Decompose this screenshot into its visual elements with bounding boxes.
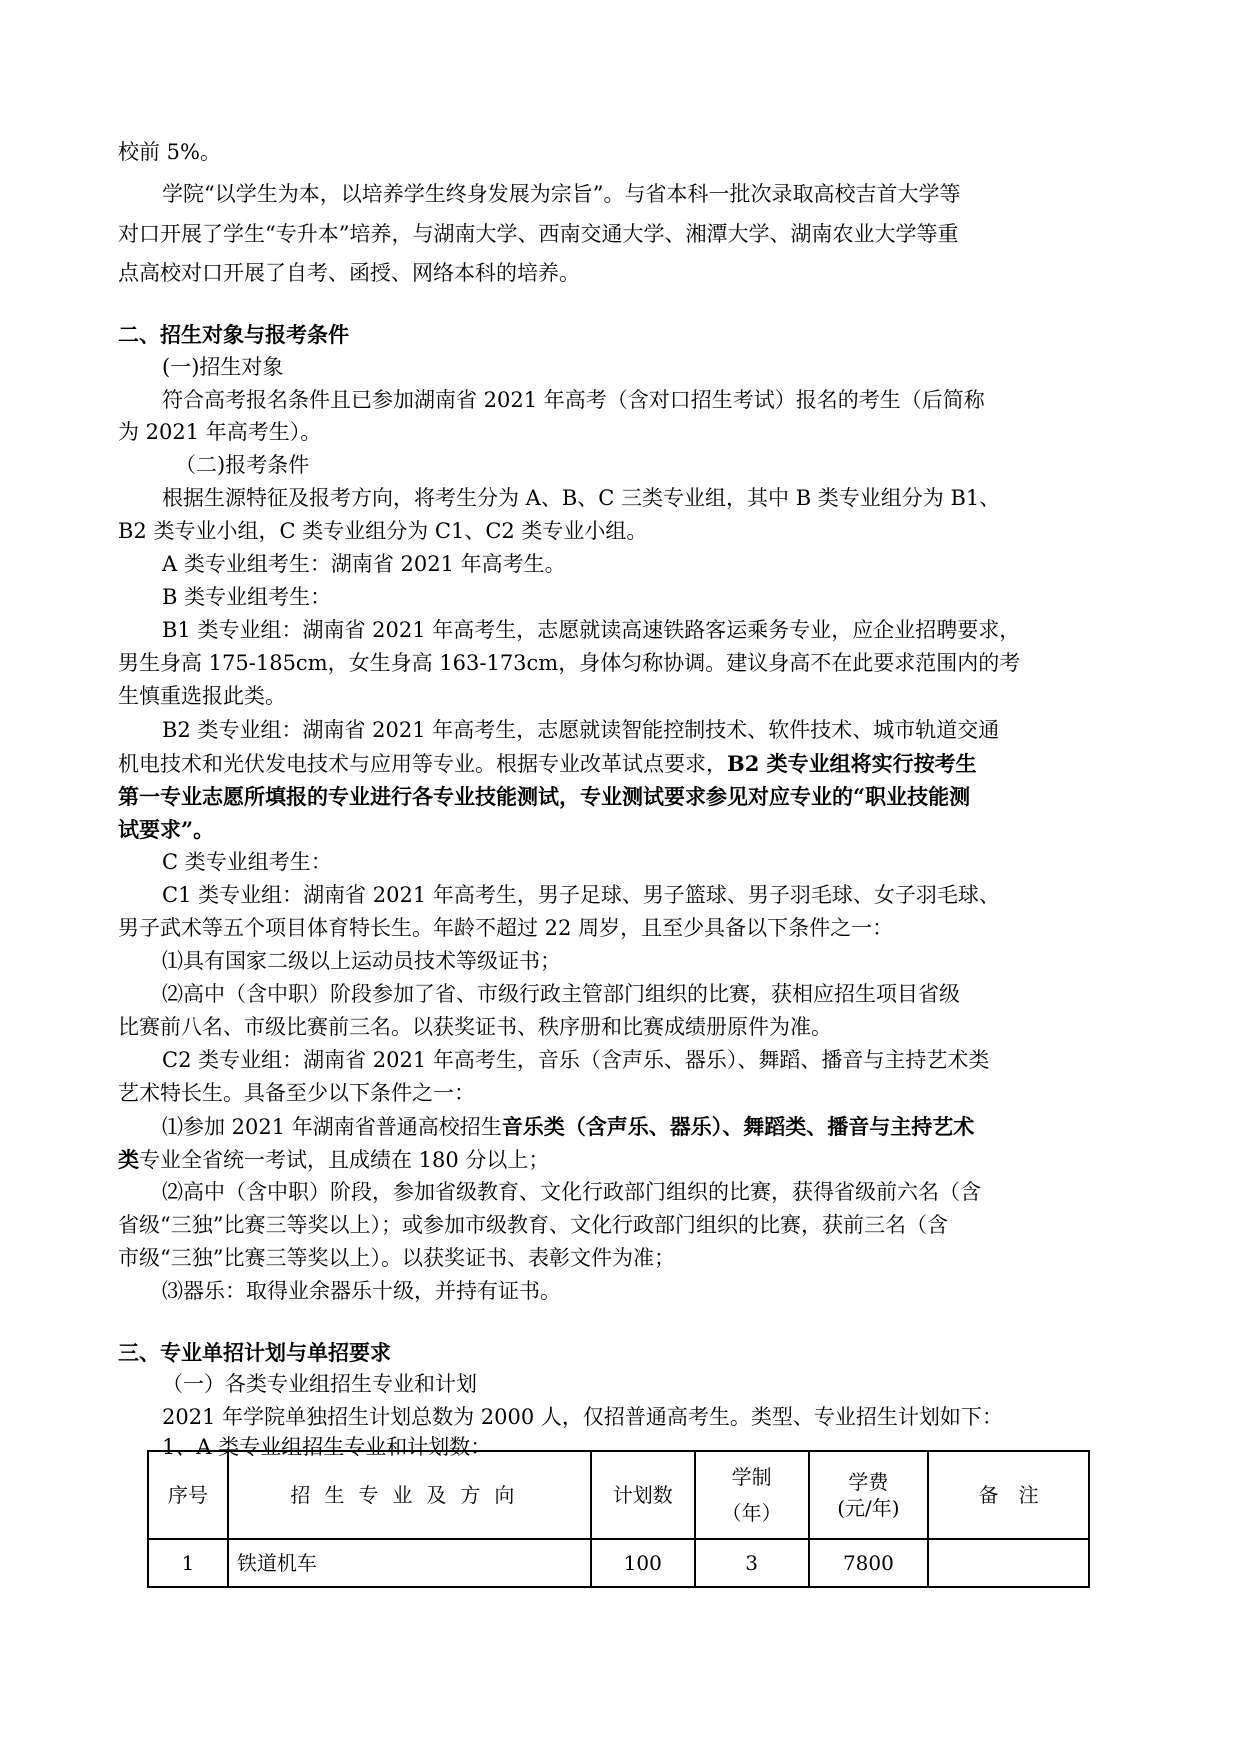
paragraph-text: 机电技术和光伏发电技术与应用等专业。根据专业改革试点要求，	[118, 752, 727, 776]
paragraph-text: ⑴参加 2021 年湖南省普通高校招生	[162, 1115, 502, 1139]
paragraph-line: 学院“以学生为本，以培养学生终身发展为宗旨”。与省本科一批次录取高校吉首大学等	[162, 182, 961, 206]
paragraph-line: 比赛前八名、市级比赛前三名。以获奖证书、秩序册和比赛成绩册原件为准。	[118, 1015, 832, 1039]
paragraph-line: 校前 5%。	[118, 140, 221, 164]
paragraph-line: A 类专业组考生：湖南省 2021 年高考生。	[162, 552, 566, 576]
header-fee	[809, 1451, 929, 1539]
header-no: 序号	[148, 1451, 228, 1539]
bold-paragraph-line: 试要求”。	[118, 817, 215, 842]
subsection-heading: （二)报考条件	[175, 453, 310, 477]
bold-text: B2 类专业组将实行按考生	[727, 751, 977, 776]
table-row	[148, 1539, 1089, 1587]
paragraph-line	[162, 1112, 974, 1142]
header-plan: 计划数	[591, 1451, 695, 1539]
cell-fee: 7800	[809, 1539, 929, 1587]
paragraph-line: 男子武术等五个项目体育特长生。年龄不超过 22 周岁，且至少具备以下条件之一：	[118, 916, 894, 940]
subsection-heading: （一）各类专业组招生专业和计划	[162, 1372, 477, 1396]
paragraph-line: B 类专业组考生：	[162, 585, 332, 609]
paragraph-line: ⑴具有国家二级以上运动员技术等级证书；	[162, 949, 561, 973]
paragraph-line: 对口开展了学生“专升本”培养，与湖南大学、西南交通大学、湘潭大学、湖南农业大学等重	[118, 222, 959, 246]
header-note: 备 注	[928, 1451, 1089, 1539]
paragraph-line: C 类专业组考生：	[162, 850, 332, 874]
header-years	[695, 1451, 809, 1539]
paragraph-line: 艺术特长生。具备至少以下条件之一：	[118, 1081, 475, 1105]
paragraph-line: 为 2021 年高考生）。	[118, 420, 322, 444]
paragraph-line: B2 类专业组：湖南省 2021 年高考生，志愿就读智能控制技术、软件技术、城市轨道交通	[162, 718, 1000, 742]
paragraph-line: B1 类专业组：湖南省 2021 年高考生，志愿就读高速铁路客运乘务专业，应企业招聘要求，	[162, 618, 1021, 642]
header-years-line1: 学制	[731, 1465, 772, 1489]
paragraph-line: ⑵高中（含中职）阶段，参加省级教育、文化行政部门组织的比赛，获得省级前六名（含	[162, 1180, 981, 1204]
paragraph-line: 点高校对口开展了自考、函授、网络本科的培养。	[118, 261, 580, 285]
paragraph-line: ⑶器乐：取得业余器乐十级，并持有证书。	[162, 1279, 561, 1303]
paragraph-line: 市级“三独”比赛三等奖以上）。以获奖证书、表彰文件为准；	[118, 1246, 675, 1270]
cell-years: 3	[695, 1539, 809, 1587]
bold-text: 类	[118, 1147, 139, 1172]
paragraph-line: 生慎重选报此类。	[118, 684, 286, 708]
enrollment-plan-table	[147, 1450, 1090, 1588]
paragraph-line: B2 类专业小组，C 类专业组分为 C1、C2 类专业小组。	[118, 519, 648, 543]
cell-major: 铁道机车	[228, 1539, 591, 1587]
paragraph-line: C1 类专业组：湖南省 2021 年高考生，男子足球、男子篮球、男子羽毛球、女子羽毛球、	[162, 883, 1000, 907]
subsection-heading: (一)招生对象	[162, 355, 284, 379]
header-fee-line2: (元/年)	[837, 1496, 900, 1520]
paragraph-line: 符合高考报名条件且已参加湖南省 2021 年高考（含对口招生考试）报名的考生（后简称	[162, 388, 985, 412]
paragraph-line: 1、A 类专业组招生专业和计划数：	[162, 1435, 492, 1459]
bold-text: 音乐类（含声乐、器乐）、舞蹈类、播音与主持艺术	[501, 1114, 975, 1139]
paragraph-line: 根据生源特征及报考方向，将考生分为 A、B、C 三类专业组，其中 B 类专业组分为 B1、	[162, 486, 1001, 510]
table-header-row	[148, 1451, 1089, 1539]
cell-no: 1	[148, 1539, 228, 1587]
header-fee-line1: 学费	[848, 1470, 889, 1494]
paragraph-line: 男生身高 175-185cm，女生身高 163-173cm，身体匀称协调。建议身高不在此要求范围内的考	[118, 651, 1021, 675]
bold-paragraph-line: 第一专业志愿所填报的专业进行各专业技能测试，专业测试要求参见对应专业的“职业技能测	[118, 784, 971, 809]
header-major: 招生专业及方向	[228, 1451, 591, 1539]
paragraph-text: 专业全省统一考试，且成绩在 180 分以上；	[139, 1148, 550, 1172]
paragraph-line	[118, 749, 977, 779]
paragraph-line: C2 类专业组：湖南省 2021 年高考生，音乐（含声乐、器乐）、舞蹈、播音与主持艺术类	[162, 1048, 990, 1072]
cell-note	[928, 1539, 1089, 1587]
section-heading: 二、招生对象与报考条件	[118, 323, 349, 347]
paragraph-line: 2021 年学院单独招生计划总数为 2000 人，仅招普通高考生。类型、专业招生计划如下：	[162, 1405, 1003, 1429]
paragraph-line	[118, 1145, 549, 1175]
paragraph-line: 省级“三独”比赛三等奖以上）；或参加市级教育、文化行政部门组织的比赛，获前三名（含	[118, 1213, 948, 1237]
cell-plan: 100	[591, 1539, 695, 1587]
header-years-line2: （年）	[721, 1501, 782, 1525]
paragraph-line: ⑵高中（含中职）阶段参加了省、市级行政主管部门组织的比赛，获相应招生项目省级	[162, 982, 960, 1006]
section-heading: 三、专业单招计划与单招要求	[118, 1341, 391, 1365]
